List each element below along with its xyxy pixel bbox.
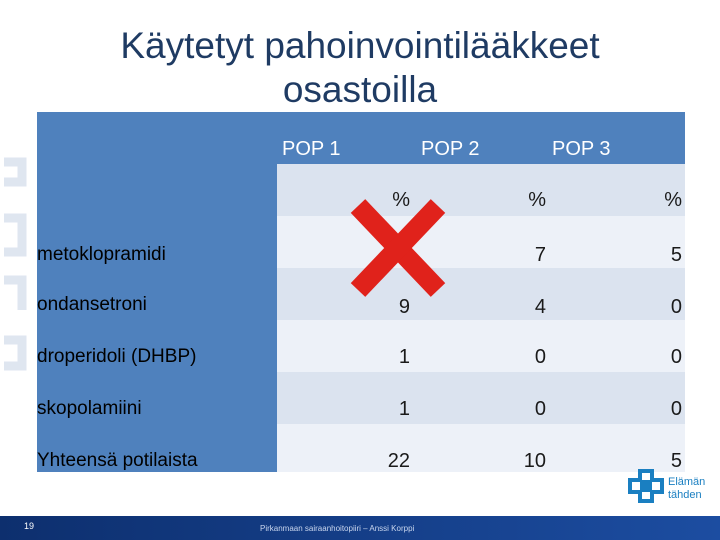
cell-metoklopramidi-pop2: 7: [534, 244, 546, 266]
red-x-mark-icon: [338, 196, 458, 300]
cell-droperidoli-pop2: 0: [534, 346, 546, 368]
column-header-pop3: POP 3: [552, 138, 611, 160]
unit-pop3: %: [664, 189, 682, 211]
page-number: 19: [24, 521, 35, 531]
logo-text-line1: Elämän: [668, 476, 706, 488]
cell-ondansetroni-pop1: 9: [398, 296, 410, 318]
row-label-droperidoli: droperidoli (DHBP): [37, 346, 197, 367]
unit-pop1: %: [392, 189, 410, 211]
background-decoration: [0, 140, 40, 390]
cell-droperidoli-pop1: 1: [398, 346, 410, 368]
cell-droperidoli-pop3: 0: [670, 346, 682, 368]
page-title: [0, 24, 720, 112]
row-label-skopolamiini: skopolamiini: [37, 398, 142, 419]
cell-skopolamiini-pop2: 0: [534, 398, 546, 420]
column-header-pop1: POP 1: [282, 138, 341, 160]
cell-ondansetroni-pop2: 4: [534, 296, 546, 318]
cell-skopolamiini-pop3: 0: [670, 398, 682, 420]
row-label-metoklopramidi: metoklopramidi: [37, 244, 166, 265]
title-line-2: osastoilla: [282, 69, 438, 110]
title-line-1: Käytetyt pahoinvointilääkkeet: [120, 25, 600, 66]
cell-ondansetroni-pop3: 0: [670, 296, 682, 318]
cell-skopolamiini-pop1: 1: [398, 398, 410, 420]
unit-pop2: %: [528, 189, 546, 211]
row-label-ondansetroni: ondansetroni: [37, 294, 147, 315]
footer-text: Pirkanmaan sairaanhoitopiiri – Anssi Korppi: [260, 524, 415, 533]
row-label-yhteensa: Yhteensä potilaista: [37, 450, 198, 471]
cell-yhteensa-pop3: 5: [670, 450, 682, 472]
column-header-pop2: POP 2: [421, 138, 480, 160]
cell-metoklopramidi-pop3: 5: [670, 244, 682, 266]
cell-yhteensa-pop2: 10: [523, 450, 546, 472]
cell-yhteensa-pop1: 22: [387, 450, 410, 472]
logo-text-line2: tähden: [668, 489, 702, 501]
